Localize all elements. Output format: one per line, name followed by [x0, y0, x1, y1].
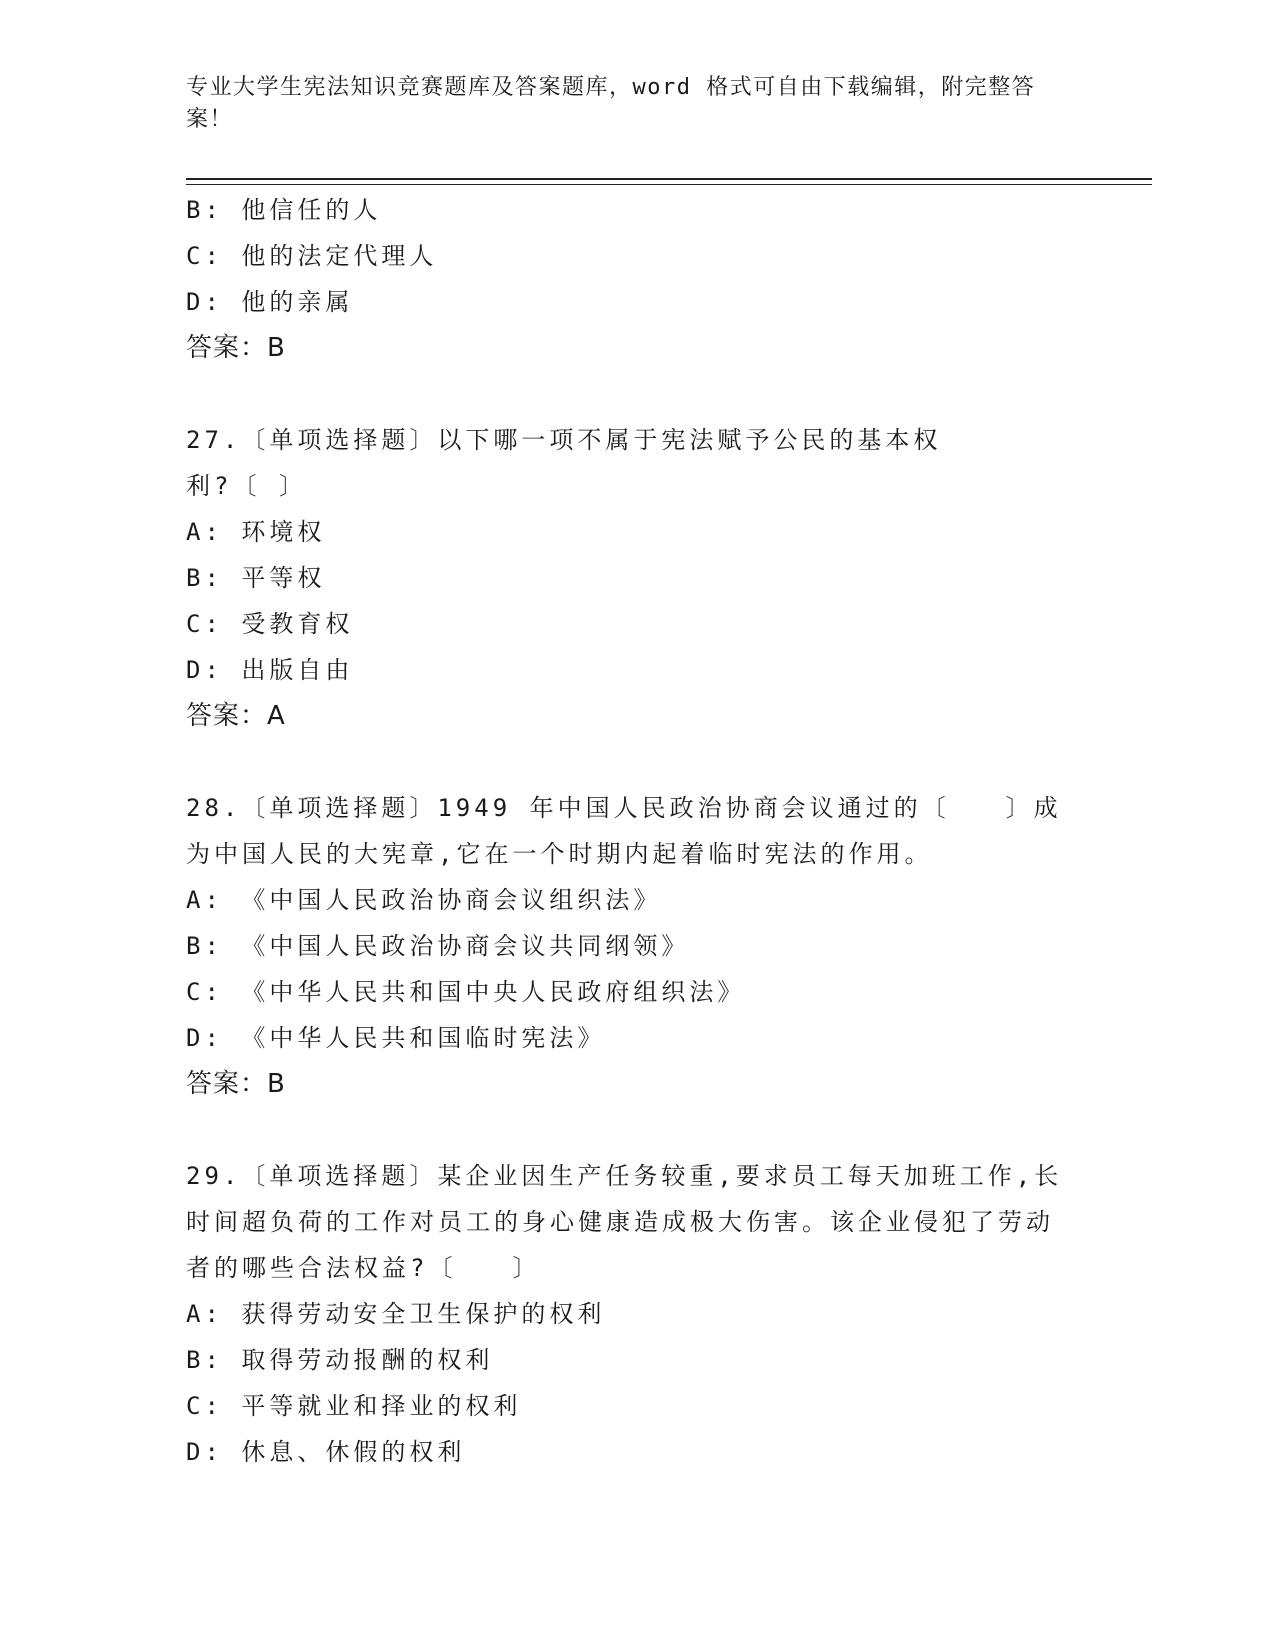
option-a: A: 获得劳动安全卫生保护的权利	[186, 1300, 606, 1328]
option-b: B: 平等权	[186, 564, 326, 592]
answer-line: 答案：A	[186, 701, 286, 731]
option-c: C: 他的法定代理人	[186, 242, 438, 270]
answer-line: 答案：B	[186, 1069, 286, 1099]
question-28	[186, 785, 1086, 1107]
answer-line: 答案：B	[186, 333, 286, 363]
option-c: C: 《中华人民共和国中央人民政府组织法》	[186, 978, 746, 1006]
question-stem: 29.〔单项选择题〕某企业因生产任务较重,要求员工每天加班工作,长时间超负荷的工作对员工的身心健康造成极大伤害。该企业侵犯了劳动者的哪些合法权益?〔 〕	[186, 1162, 1063, 1282]
question-stem: 27.〔单项选择题〕以下哪一项不属于宪法赋予公民的基本权利?〔 〕	[186, 426, 942, 500]
option-b: B: 取得劳动报酬的权利	[186, 1346, 494, 1374]
header-divider-thin	[186, 184, 1152, 185]
question-27	[186, 417, 1086, 739]
option-b: B: 《中国人民政治协商会议共同纲领》	[186, 932, 690, 960]
option-d: D: 《中华人民共和国临时宪法》	[186, 1024, 606, 1052]
spacer	[186, 1107, 1086, 1153]
option-d: D: 休息、休假的权利	[186, 1438, 466, 1466]
prev-question-block	[186, 187, 1086, 371]
document-header: 专业大学生宪法知识竞赛题库及答案题库，word 格式可自由下载编辑，附完整答案！	[186, 75, 1036, 132]
header-divider-thick	[186, 178, 1152, 180]
option-c: C: 平等就业和择业的权利	[186, 1392, 522, 1420]
question-stem: 28.〔单项选择题〕1949 年中国人民政治协商会议通过的〔 〕成为中国人民的大宪章,它在一个时期内起着临时宪法的作用。	[186, 794, 1062, 868]
spacer	[186, 371, 1086, 417]
question-29	[186, 1153, 1086, 1475]
option-d: D: 他的亲属	[186, 288, 354, 316]
option-b: B: 他信任的人	[186, 196, 382, 224]
option-d: D: 出版自由	[186, 656, 354, 684]
spacer	[186, 739, 1086, 785]
question-content	[186, 187, 1086, 1475]
option-a: A: 《中国人民政治协商会议组织法》	[186, 886, 662, 914]
option-c: C: 受教育权	[186, 610, 354, 638]
option-a: A: 环境权	[186, 518, 326, 546]
